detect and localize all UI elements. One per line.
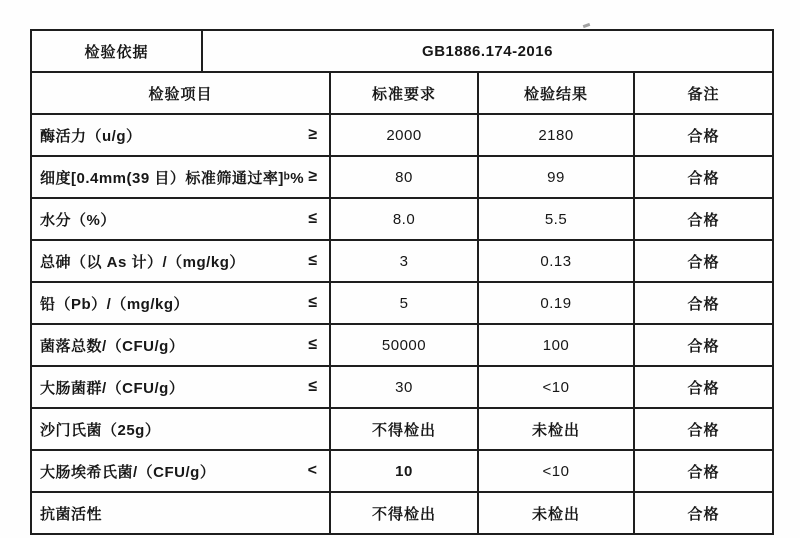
item-cell xyxy=(31,156,330,198)
result-cell: 99 xyxy=(478,156,634,198)
table-row xyxy=(31,450,773,492)
item-cell xyxy=(31,324,330,366)
operator: ≥ xyxy=(308,168,317,185)
table-row xyxy=(31,324,773,366)
operator: ≥ xyxy=(308,126,317,143)
standard-cell: 3 xyxy=(330,240,478,282)
item-cell xyxy=(31,366,330,408)
table-row xyxy=(31,198,773,240)
item-label: 沙门氏菌（25g） xyxy=(40,421,161,439)
remark-cell: 合格 xyxy=(634,366,773,408)
item-cell xyxy=(31,114,330,156)
item-label: 铅（Pb）/（mg/kg） xyxy=(40,295,190,313)
table-row xyxy=(31,408,773,450)
result-cell: 5.5 xyxy=(478,198,634,240)
standard-cell: 5 xyxy=(330,282,478,324)
header-remark-cell: 备注 xyxy=(634,72,773,114)
remark-cell: 合格 xyxy=(634,282,773,324)
header-row xyxy=(31,72,773,114)
table-row xyxy=(31,366,773,408)
result-cell: <10 xyxy=(478,366,634,408)
remark-cell: 合格 xyxy=(634,408,773,450)
basis-row xyxy=(31,30,773,72)
operator: ≤ xyxy=(308,336,317,353)
header-standard-cell: 标准要求 xyxy=(330,72,478,114)
basis-label-cell: 检验依据 xyxy=(31,30,202,72)
table-row xyxy=(31,492,773,534)
basis-value-cell: GB1886.174-2016 xyxy=(202,30,773,72)
inspection-report-table xyxy=(30,29,774,535)
standard-cell: 10 xyxy=(330,450,478,492)
item-label: 酶活力（u/g） xyxy=(40,127,142,145)
result-cell: 2180 xyxy=(478,114,634,156)
header-item-cell: 检验项目 xyxy=(31,72,330,114)
scan-artifact xyxy=(583,23,591,28)
result-cell: 未检出 xyxy=(478,492,634,534)
item-cell xyxy=(31,240,330,282)
operator: < xyxy=(307,462,317,479)
remark-cell: 合格 xyxy=(634,240,773,282)
item-label: 总砷（以 As 计）/（mg/kg） xyxy=(40,253,245,271)
standard-cell: 2000 xyxy=(330,114,478,156)
standard-cell: 8.0 xyxy=(330,198,478,240)
result-cell: 0.13 xyxy=(478,240,634,282)
table-row xyxy=(31,240,773,282)
result-cell: 0.19 xyxy=(478,282,634,324)
table-row xyxy=(31,156,773,198)
header-result-cell: 检验结果 xyxy=(478,72,634,114)
item-label: 菌落总数/（CFU/g） xyxy=(40,337,185,355)
operator: ≤ xyxy=(308,210,317,227)
standard-cell: 80 xyxy=(330,156,478,198)
item-label: 抗菌活性 xyxy=(40,505,103,523)
standard-cell: 不得检出 xyxy=(330,408,478,450)
result-cell: <10 xyxy=(478,450,634,492)
operator: ≤ xyxy=(308,294,317,311)
operator: ≤ xyxy=(308,378,317,395)
remark-cell: 合格 xyxy=(634,156,773,198)
remark-cell: 合格 xyxy=(634,324,773,366)
item-cell xyxy=(31,450,330,492)
item-label: 大肠埃希氏菌/（CFU/g） xyxy=(40,463,216,481)
item-cell xyxy=(31,408,330,450)
item-label: 大肠菌群/（CFU/g） xyxy=(40,379,185,397)
table-row xyxy=(31,114,773,156)
remark-cell: 合格 xyxy=(634,450,773,492)
result-cell: 未检出 xyxy=(478,408,634,450)
item-label: 水分（%） xyxy=(40,211,116,229)
standard-cell: 不得检出 xyxy=(330,492,478,534)
standard-cell: 50000 xyxy=(330,324,478,366)
remark-cell: 合格 xyxy=(634,198,773,240)
table-row xyxy=(31,282,773,324)
item-cell xyxy=(31,492,330,534)
item-cell xyxy=(31,198,330,240)
item-cell xyxy=(31,282,330,324)
remark-cell: 合格 xyxy=(634,492,773,534)
result-cell: 100 xyxy=(478,324,634,366)
remark-cell: 合格 xyxy=(634,114,773,156)
operator: ≤ xyxy=(308,252,317,269)
standard-cell: 30 xyxy=(330,366,478,408)
item-label: 细度[0.4mm(39 目）标准筛通过率]ᵇ% xyxy=(40,169,305,187)
